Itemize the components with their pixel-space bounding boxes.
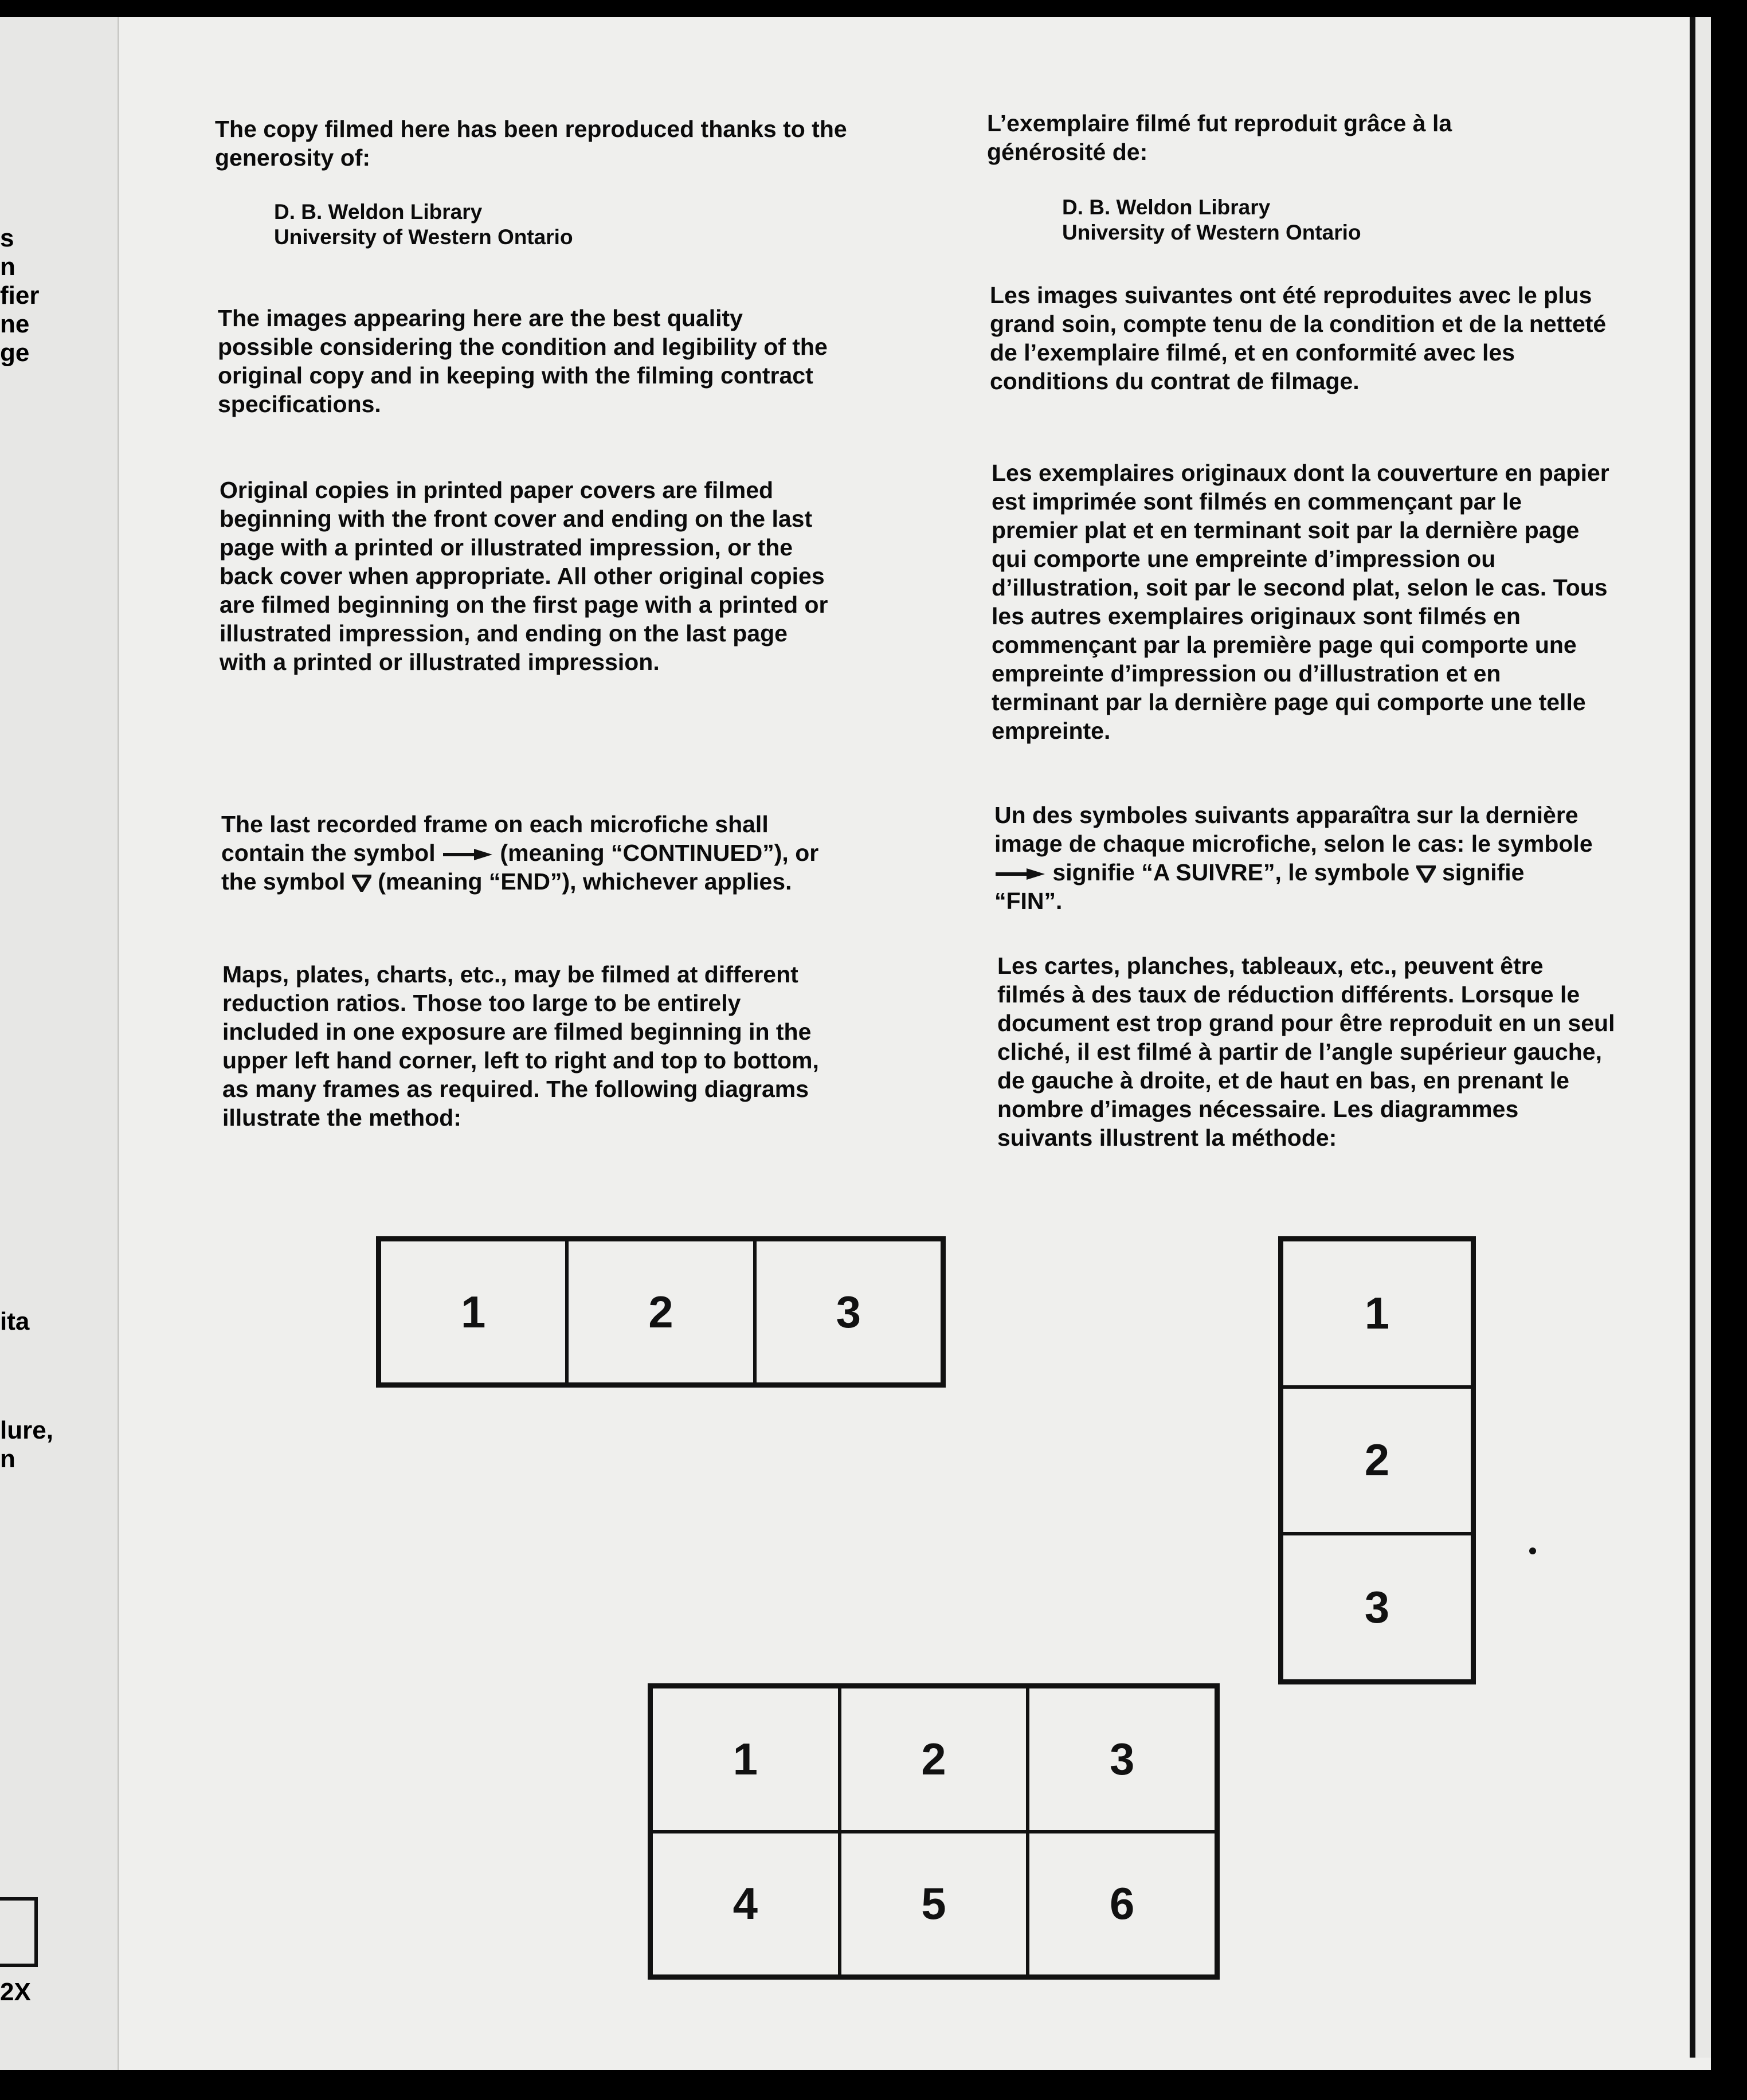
frame-cell: 1 bbox=[379, 1240, 567, 1384]
en-symbol-part3: (meaning “END”), whichever applies. bbox=[378, 868, 792, 895]
fr-symbol-part1: Un des symboles suivants apparaîtra sur la dernière image de chaque microfiche, selon le cas: le symbole bbox=[994, 802, 1593, 857]
right-arrow-icon bbox=[994, 868, 1046, 880]
frame-cell: 2 bbox=[1282, 1387, 1472, 1534]
down-triangle-icon bbox=[352, 875, 371, 892]
fr-maps-text: Les cartes, planches, tableaux, etc., peuvent être filmés à des taux de réduction différents. Lorsque le document est trop grand pour être reproduit en un seul cliché, il est filmé à partir de l’angle supérieur gauche, de gauche à droite, et de haut en bas, en prenant le nombre d’images nécessaire. Les diagrammes suivants illustrent la méthode: bbox=[997, 953, 1615, 1151]
fr-symbol-part2: signifie “A SUIVRE”, le symbole bbox=[1052, 859, 1410, 886]
frame-cell: 2 bbox=[840, 1687, 1028, 1832]
fr-library-institution: University of Western Ontario bbox=[1062, 221, 1361, 244]
fr-originals bbox=[992, 459, 1611, 745]
frame-cell: 6 bbox=[1028, 1832, 1216, 1977]
fr-originals-text: Les exemplaires originaux dont la couverture en papier est imprimée sont filmés en commençant par le premier plat et en terminant soit par la dernière page qui comporte une empreinte d’impression ou d’illustration, soit par le second plat, selon le cas. Tous les autres exemplaires originaux sont filmés en commençant par la première page qui comporte une empreinte d’impression ou d’illustration et en terminant par la dernière page qui comporte une telle empreinte. bbox=[992, 460, 1609, 744]
en-symbol-part1: The last recorded frame on each microfiche shall contain the symbol bbox=[221, 811, 769, 866]
fr-symbols bbox=[994, 801, 1596, 915]
en-originals bbox=[220, 476, 839, 676]
fr-symbol-part3: signifie “FIN”. bbox=[994, 859, 1525, 914]
frame-cell: 2 bbox=[567, 1240, 754, 1384]
en-originals-text: Original copies in printed paper covers are filmed beginning with the front cover and ending on the last page with a printed or illustrated impression, or the back cover when appropriate. All other original copies are filmed beginning on the first page with a printed or illustrated impression, and ending on the last page with a printed or illustrated impression. bbox=[220, 477, 828, 675]
margin-fragment: s bbox=[0, 224, 14, 252]
diagram-vertical bbox=[1278, 1236, 1476, 1684]
margin-fragment: 2X bbox=[0, 1978, 31, 2006]
margin-fragment: ita bbox=[0, 1307, 30, 1335]
right-border bbox=[1690, 17, 1695, 2058]
frame-cell: 4 bbox=[651, 1832, 840, 1977]
margin-box bbox=[0, 1897, 38, 1967]
en-symbols bbox=[221, 810, 823, 896]
en-thanks-text: The copy filmed here has been reproduced thanks to the generosity of: bbox=[215, 116, 847, 171]
fr-quality bbox=[990, 281, 1609, 395]
frame-cell: 5 bbox=[840, 1832, 1028, 1977]
right-arrow-icon bbox=[442, 849, 493, 860]
diagram-grid bbox=[648, 1683, 1220, 1980]
frame-cell: 3 bbox=[755, 1240, 942, 1384]
en-symbols-text bbox=[221, 810, 823, 896]
en-quality bbox=[218, 304, 837, 418]
fr-maps bbox=[997, 951, 1616, 1152]
en-library-institution: University of Western Ontario bbox=[274, 225, 573, 249]
en-maps-text: Maps, plates, charts, etc., may be filmed at different reduction ratios. Those too large to be entirely included in one exposure are filmed beginning in the upper left hand corner, left to right and top to bottom, as many frames as required. The following diagrams illustrate the method: bbox=[222, 961, 819, 1131]
en-thanks bbox=[215, 115, 851, 172]
speck bbox=[1529, 1547, 1536, 1554]
margin-fragment: ge bbox=[0, 339, 30, 367]
fr-library-name: D. B. Weldon Library bbox=[1062, 195, 1271, 219]
en-library bbox=[274, 199, 573, 250]
frame-cell: 1 bbox=[651, 1687, 840, 1832]
fr-quality-text: Les images suivantes ont été reproduites avec le plus grand soin, compte tenu de la condition et de la netteté de l’exemplaire filmé, et en conformité avec les conditions du contrat de filmage. bbox=[990, 282, 1607, 394]
en-library-name: D. B. Weldon Library bbox=[274, 200, 483, 224]
fr-thanks-text: L’exemplaire filmé fut reproduit grâce à la générosité de: bbox=[987, 110, 1452, 165]
margin-fragment: lure, bbox=[0, 1416, 53, 1444]
down-triangle-icon bbox=[1416, 865, 1436, 883]
right-edge-strip bbox=[1695, 17, 1711, 2058]
margin-fragment: n bbox=[0, 1445, 15, 1473]
frame-cell: 1 bbox=[1282, 1240, 1472, 1387]
filmed-sheet bbox=[0, 17, 1711, 2070]
frame-cell: 3 bbox=[1028, 1687, 1216, 1832]
left-page-edge bbox=[0, 17, 119, 2070]
en-symbol-part2: (meaning “CONTINUED”), or the symbol bbox=[221, 840, 819, 895]
fr-symbols-text bbox=[994, 801, 1596, 915]
fr-library bbox=[1062, 195, 1361, 245]
diagram-horizontal bbox=[376, 1236, 946, 1388]
fr-thanks bbox=[987, 109, 1560, 166]
frame-cell: 3 bbox=[1282, 1534, 1472, 1681]
en-maps bbox=[222, 960, 830, 1132]
en-quality-text: The images appearing here are the best quality possible considering the condition and legibility of the original copy and in keeping with the filming contract specifications. bbox=[218, 305, 828, 417]
margin-fragment: fier bbox=[0, 281, 40, 309]
margin-fragment: n bbox=[0, 253, 15, 281]
margin-fragment: ne bbox=[0, 310, 30, 338]
